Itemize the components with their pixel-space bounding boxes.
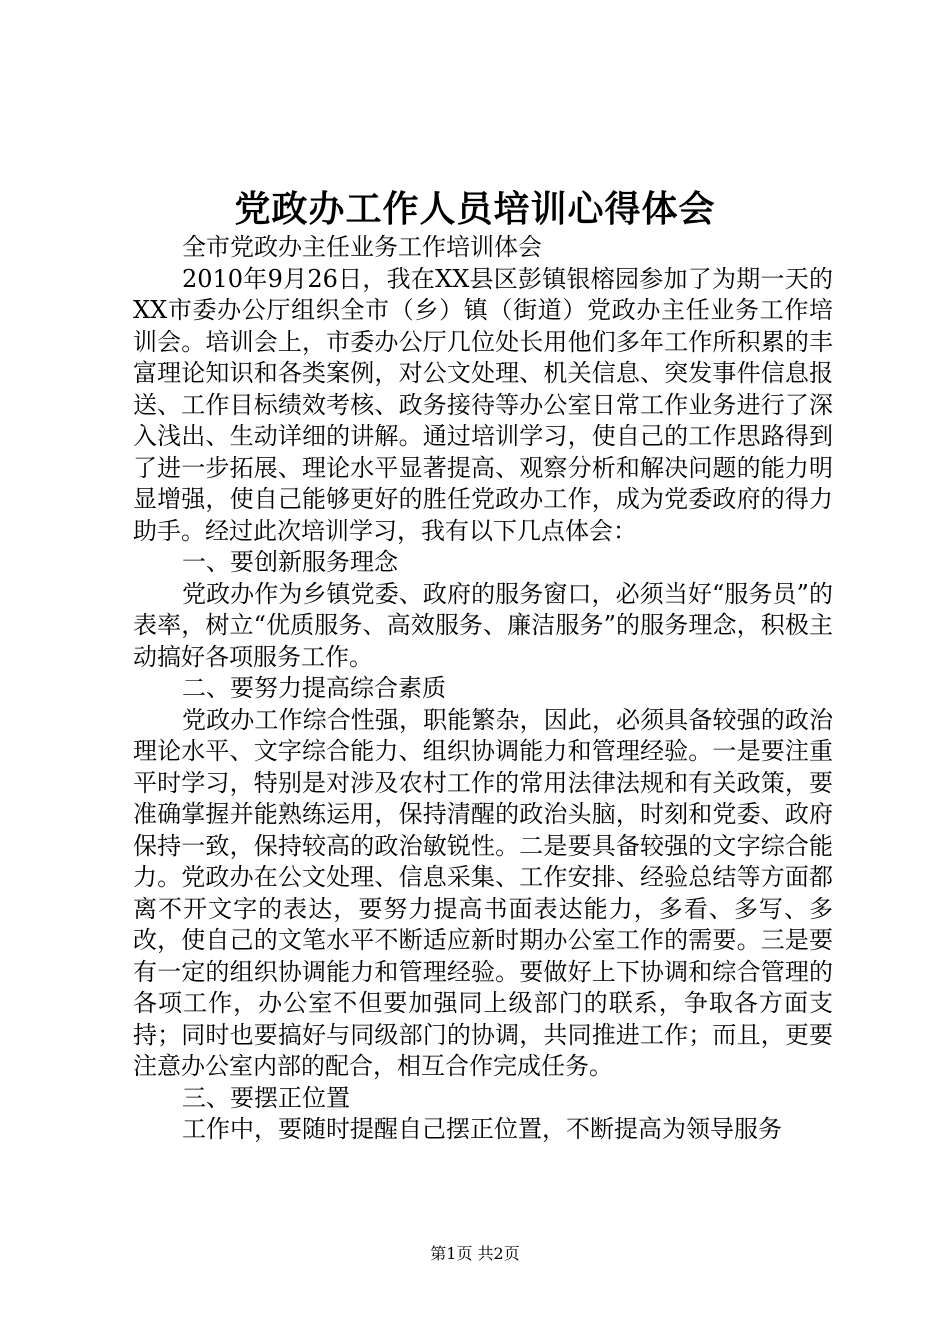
section-paragraph-1: 党政办作为乡镇党委、政府的服务窗口，必须当好“服务员”的表率，树立“优质服务、高效服务、廉洁服务”的服务理念，积极主动搞好各项服务工作。 [133,579,833,671]
subtitle-paragraph: 全市党政办主任业务工作培训体会 [182,233,542,261]
section-heading-1: 一、要创新服务理念 [182,548,398,576]
section-heading-2: 二、要努力提高综合素质 [182,674,446,702]
section-paragraph-2: 党政办工作综合性强，职能繁杂，因此，必须具备较强的政治理论水平、文字综合能力、组织协调能力和管理经验。一是要注重平时学习，特别是对涉及农村工作的常用法律法规和有关政策，要准确掌握并能熟练运用，保持清醒的政治头脑，时刻和党委、政府保持一致，保持较高的政治敏锐性。二是要具备较强的文字综合能力。党政办在公文处理、信息采集、工作安排、经验总结等方面都离不开文字的表达，要努力提高书面表达能力，多看、多写、多改，使自己的文笔水平不断适应新时期办公室工作的需要。三是要有一定的组织协调能力和管理经验。要做好上下协调和综合管理的各项工作，办公室不但要加强同上级部门的联系，争取各方面支持；同时也要搞好与同级部门的协调，共同推进工作；而且，更要注意办公室内部的配合，相互合作完成任务。 [133,705,833,1080]
section-paragraph-3: 工作中，要随时提醒自己摆正位置，不断提高为领导服务 [182,1115,782,1143]
intro-paragraph: 2010年9月26日，我在XX县区彭镇银榕园参加了为期一天的XX市委办公厅组织全市（乡）镇（街道）党政办主任业务工作培训会。培训会上，市委办公厅几位处长用他们多年工作所积累的丰富理论知识和各类案例，对公文处理、机关信息、突发事件信息报送、工作目标绩效考核、政务接待等办公室日常工作业务进行了深入浅出、生动详细的讲解。通过培训学习，使自己的工作思路得到了进一步拓展、理论水平显著提高、观察分析和解决问题的能力明显增强，使自己能够更好的胜任党政办工作，成为党委政府的得力助手。经过此次培训学习，我有以下几点体会： [133,264,833,545]
page-footer: 第1页 共2页 [430,1244,520,1263]
section-heading-3: 三、要摆正位置 [182,1083,350,1112]
document-title: 党政办工作人员培训心得体会 [234,188,716,230]
document-body [133,232,833,1146]
